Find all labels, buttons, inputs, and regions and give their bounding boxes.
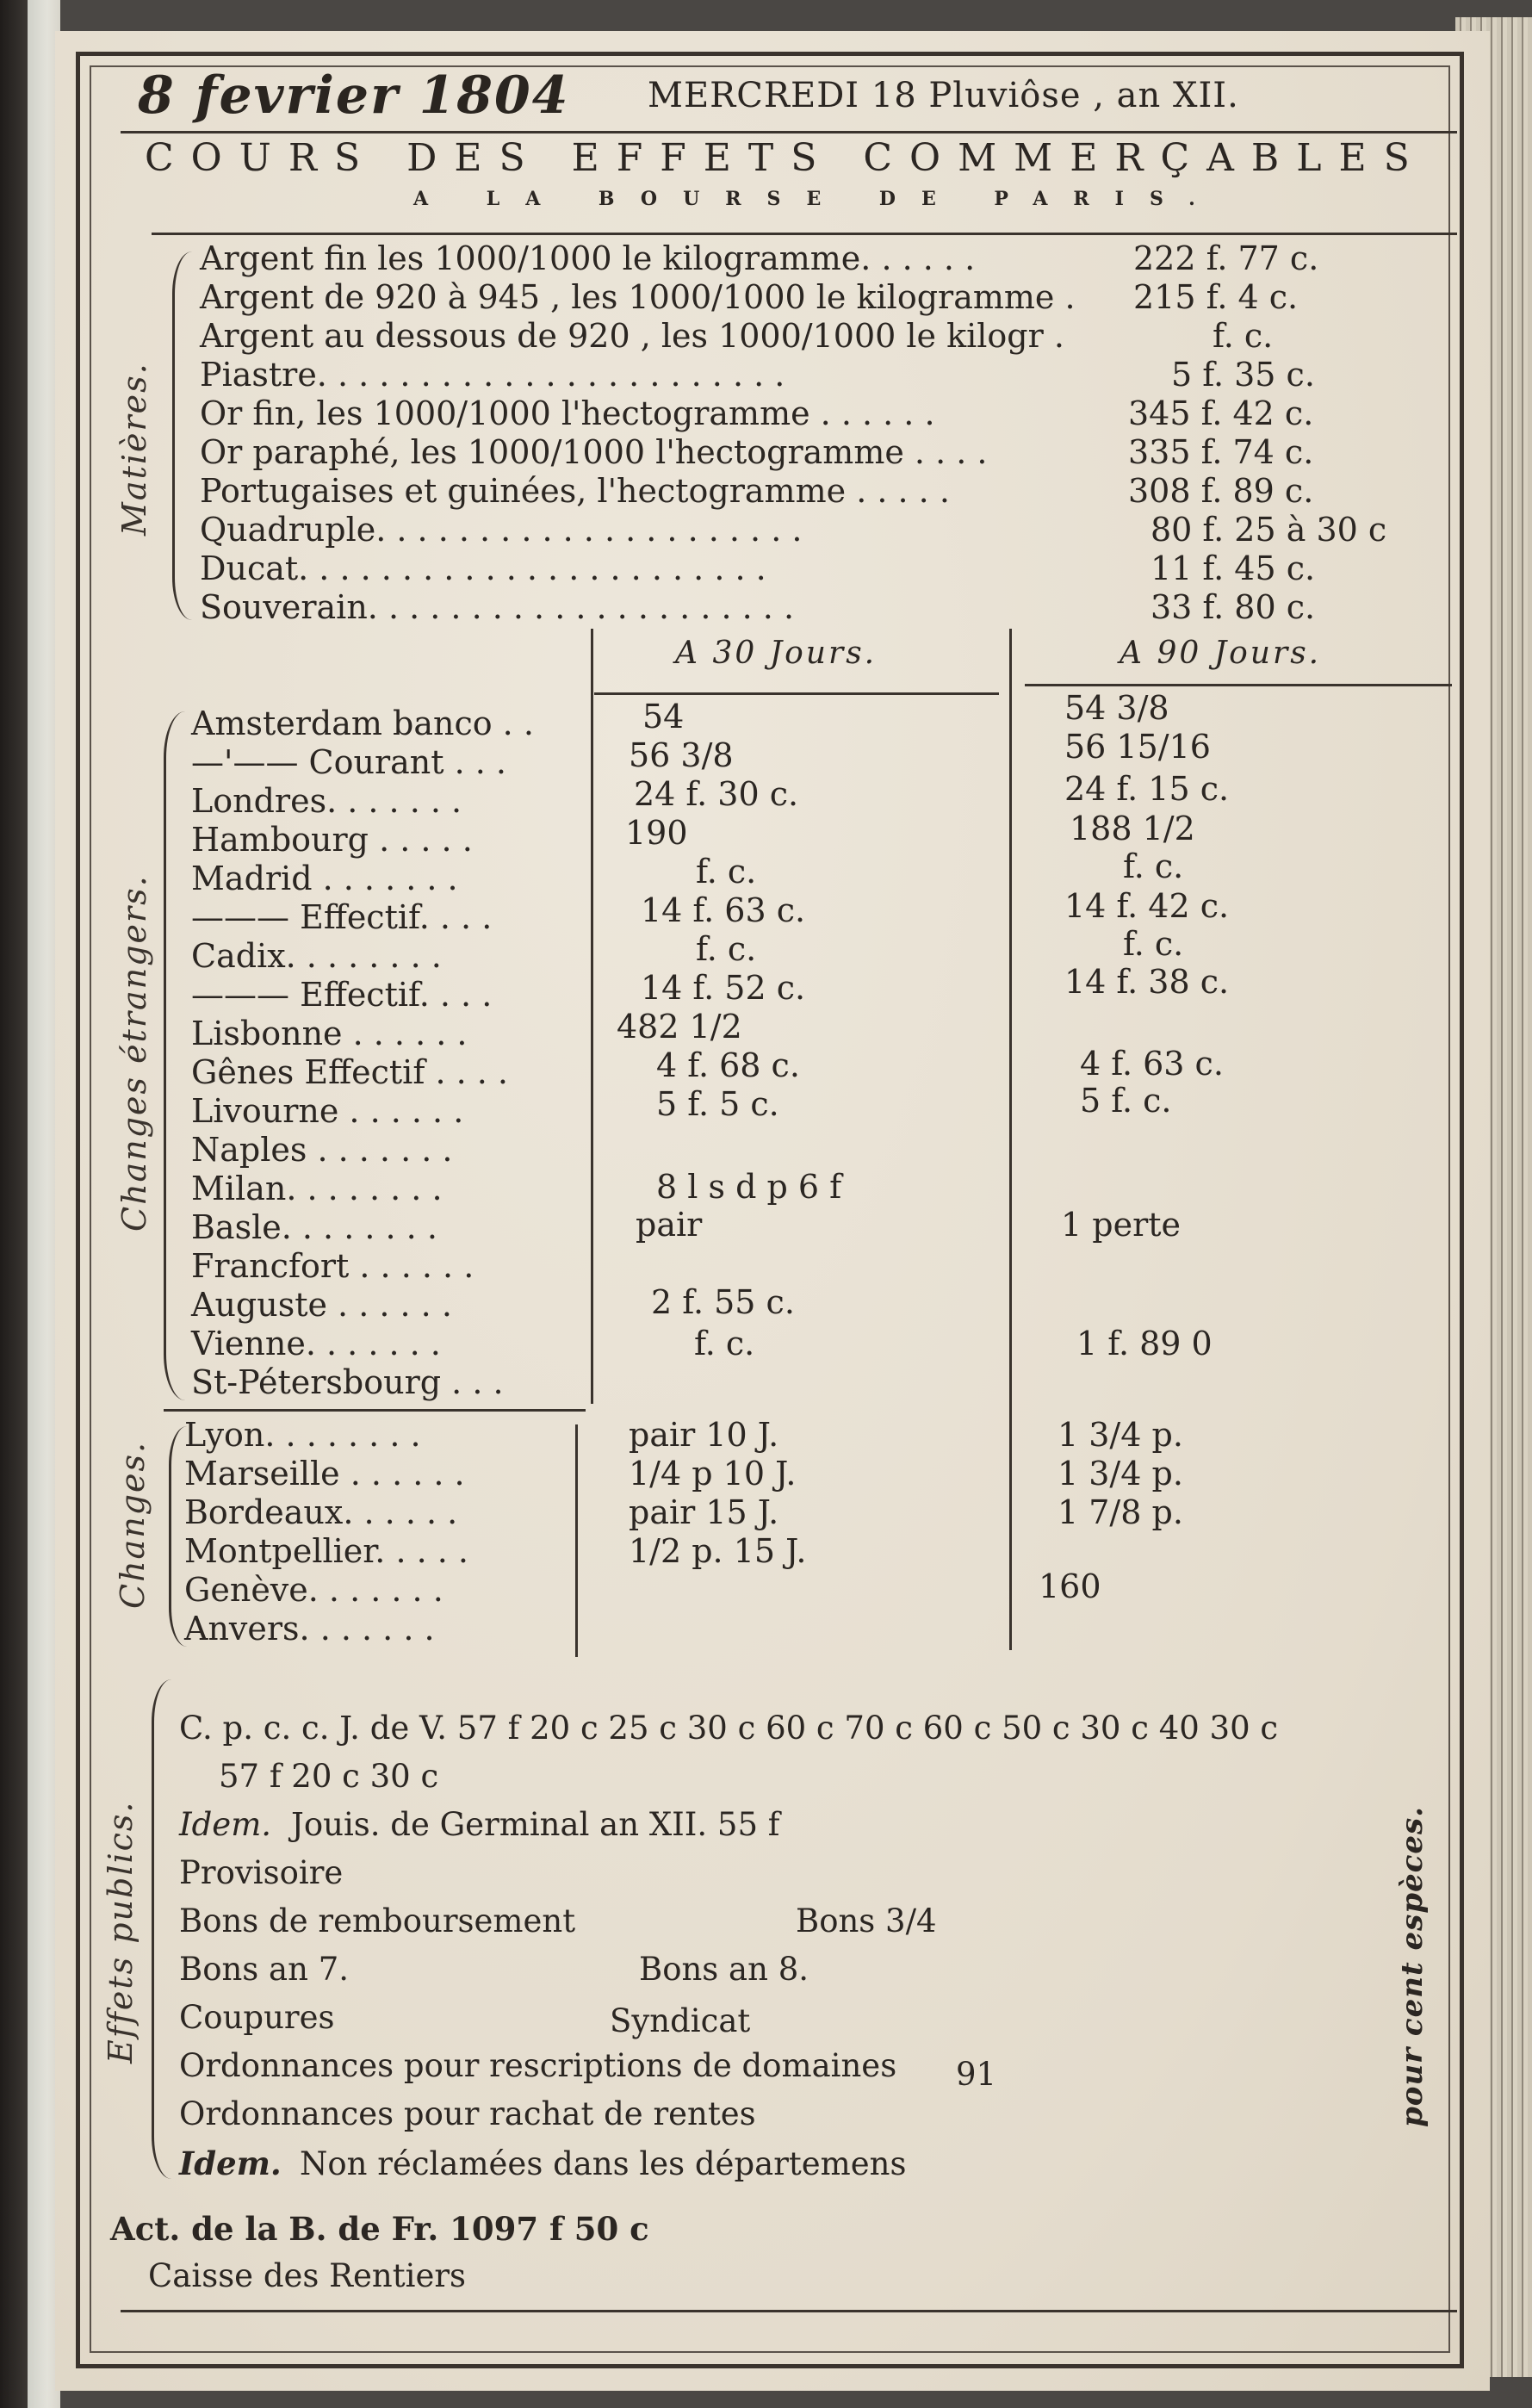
ch-label: Genève. . . . . . .	[184, 1571, 443, 1609]
ce-value-30: pair	[636, 1206, 703, 1244]
matieres-value: 11 f. 45 c.	[1151, 549, 1316, 587]
effets-idem-1: Idem.	[179, 1806, 272, 1843]
ce-value-30: f. c.	[696, 853, 757, 891]
effets-bons-an-7: Bons an 7.	[179, 1951, 349, 1988]
col-header-30-jours: A 30 Jours.	[675, 636, 878, 671]
ce-value-90: 1 perte	[1061, 1206, 1181, 1244]
handwritten-date: 8 fevrier 1804	[138, 65, 570, 126]
ce-label: Gênes Effectif . . . .	[191, 1053, 509, 1091]
matieres-value: f. c.	[1213, 317, 1274, 355]
ce-value-30: 24 f. 30 c.	[634, 775, 799, 813]
effets-ordonnances-rescriptions-value: 91	[956, 2056, 997, 2093]
ce-label: Amsterdam banco . .	[191, 704, 534, 742]
page-subtitle: A LA BOURSE DE PARIS.	[413, 188, 1221, 210]
ch-value-30: pair 15 J.	[629, 1493, 779, 1531]
ce-value-30: f. c.	[694, 1325, 755, 1362]
ce-value-30: 54	[642, 698, 685, 735]
ce-value-30: 2 f. 55 c.	[651, 1283, 795, 1321]
col-header-rule-30	[594, 692, 999, 695]
ch-label: Lyon. . . . . . . .	[184, 1416, 421, 1454]
changes-rule	[164, 1409, 586, 1412]
matieres-value: 222 f. 77 c.	[1133, 239, 1319, 277]
title-rule	[152, 233, 1457, 235]
ce-value-30: 14 f. 52 c.	[641, 969, 806, 1007]
ce-label: St-Pétersbourg . . .	[191, 1363, 504, 1401]
ce-label: Francfort . . . . . .	[191, 1247, 474, 1285]
ce-label: Madrid . . . . . . .	[191, 860, 458, 897]
matieres-value: 308 f. 89 c.	[1128, 472, 1314, 510]
ce-value-30: 56 3/8	[629, 736, 734, 774]
ce-value-30: 482 1/2	[617, 1008, 742, 1046]
effets-jouis-germinal: Jouis. de Germinal an XII. 55 f	[291, 1806, 780, 1843]
ce-value-90: 1 f. 89 0	[1076, 1325, 1213, 1362]
ce-label: ——— Effectif. . . .	[191, 976, 493, 1014]
book-binding	[0, 0, 28, 2408]
ce-label: Basle. . . . . . . .	[191, 1208, 437, 1246]
ce-value-30: 190	[625, 814, 688, 852]
matieres-label: Argent au dessous de 920 , les 1000/1000 le kilogr .	[200, 317, 1064, 355]
ce-value-90: 4 f. 63 c.	[1080, 1045, 1224, 1083]
ce-label: Livourne . . . . . .	[191, 1092, 464, 1130]
ce-value-30: f. c.	[696, 930, 757, 968]
ce-label: —'—— Courant . . .	[191, 743, 506, 781]
ch-label: Marseille . . . . . .	[184, 1455, 465, 1493]
ch-value-90: 1 3/4 p.	[1058, 1455, 1183, 1493]
matieres-label: Or paraphé, les 1000/1000 l'hectogramme . . . .	[200, 433, 988, 471]
effets-line-cpcc: C. p. c. c. J. de V. 57 f 20 c 25 c 30 c 60 c 70 c 60 c 50 c 30 c 40 30 c	[179, 1710, 1279, 1747]
effets-coupures: Coupures	[179, 1999, 335, 2036]
section-label-matieres: Matières.	[115, 362, 153, 536]
header-rule	[121, 131, 1457, 133]
ch-value-90: 1 3/4 p.	[1058, 1416, 1183, 1454]
effets-bons-3-4: Bons 3/4	[796, 1902, 937, 1939]
ce-label: Auguste . . . . . .	[191, 1286, 452, 1324]
matieres-value: 345 f. 42 c.	[1128, 394, 1314, 432]
ce-value-90: f. c.	[1123, 847, 1184, 885]
ce-value-90: 5 f. c.	[1080, 1082, 1172, 1120]
ce-label: Hambourg . . . . .	[191, 821, 473, 859]
ce-label: Vienne. . . . . . .	[191, 1325, 441, 1362]
brace-changes-etrangers	[164, 711, 185, 1400]
matieres-label: Argent fin les 1000/1000 le kilogramme. . . . . .	[200, 239, 976, 277]
ce-label: Lisbonne . . . . . .	[191, 1015, 468, 1052]
effets-idem-2: Idem.	[179, 2144, 282, 2182]
ce-label: Londres. . . . . . .	[191, 782, 462, 820]
page-title: COURS DES EFFETS COMMERÇABLES	[145, 136, 1427, 180]
effets-syndicat: Syndicat	[610, 2002, 751, 2039]
matieres-value: 5 f. 35 c.	[1171, 356, 1315, 394]
ch-value-90: 160	[1039, 1567, 1101, 1605]
col-divider-left-2	[575, 1424, 578, 1657]
effets-ordonnances-rescriptions: Ordonnances pour rescriptions de domaines	[179, 2047, 897, 2084]
footer-action-banque-de-france: Act. de la B. de Fr. 1097 f 50 c	[110, 2210, 649, 2248]
col-header-rule-90	[1025, 684, 1452, 686]
matieres-value: 215 f. 4 c.	[1133, 278, 1299, 316]
ch-value-30: 1/2 p. 15 J.	[629, 1532, 807, 1570]
ch-value-30: 1/4 p 10 J.	[629, 1455, 797, 1493]
ch-value-30: pair 10 J.	[629, 1416, 779, 1454]
footer-caisse-des-rentiers: Caisse des Rentiers	[148, 2257, 467, 2294]
matieres-label: Portugaises et guinées, l'hectogramme . . . . .	[200, 472, 950, 510]
matieres-label: Quadruple. . . . . . . . . . . . . . . . . . . . .	[200, 511, 803, 549]
effets-line-cpcc-cont: 57 f 20 c 30 c	[219, 1758, 439, 1795]
ce-value-90: f. c.	[1123, 925, 1184, 963]
col-header-90-jours: A 90 Jours.	[1120, 636, 1322, 671]
ce-value-90: 56 15/16	[1064, 728, 1211, 766]
matieres-label: Souverain. . . . . . . . . . . . . . . . . . . . .	[200, 588, 795, 626]
matieres-label: Argent de 920 à 945 , les 1000/1000 le kilogramme .	[200, 278, 1076, 316]
ce-value-30: 4 f. 68 c.	[656, 1046, 800, 1084]
brace-matieres	[172, 251, 192, 620]
matieres-label: Piastre. . . . . . . . . . . . . . . . . . . . . . .	[200, 356, 785, 394]
footer-rule	[121, 2310, 1457, 2312]
matieres-label: Or fin, les 1000/1000 l'hectogramme . . . . . .	[200, 394, 935, 432]
ch-value-90: 1 7/8 p.	[1058, 1493, 1183, 1531]
effets-provisoire: Provisoire	[179, 1854, 344, 1891]
ch-label: Bordeaux. . . . . .	[184, 1493, 458, 1531]
ce-label: ——— Effectif. . . .	[191, 898, 493, 936]
ce-label: Milan. . . . . . . .	[191, 1170, 443, 1207]
ce-label: Naples . . . . . . .	[191, 1131, 453, 1169]
printed-date: MERCREDI 18 Pluviôse , an XII.	[648, 76, 1239, 115]
effets-bons-remboursement: Bons de remboursement	[179, 1902, 576, 1939]
effets-bons-an-8: Bons an 8.	[639, 1951, 809, 1988]
ce-value-30: 14 f. 63 c.	[641, 891, 806, 929]
ce-value-90: 14 f. 42 c.	[1064, 887, 1230, 925]
section-label-changes-etrangers: Changes étrangers.	[115, 874, 153, 1232]
ce-value-30: 8 l s d p 6 f	[656, 1168, 842, 1206]
brace-effets-publics	[152, 1679, 171, 2179]
ce-value-90: 54 3/8	[1064, 689, 1169, 727]
col-divider-left	[591, 629, 593, 1404]
matieres-value: 335 f. 74 c.	[1128, 433, 1314, 471]
ch-label: Montpellier. . . . .	[184, 1532, 468, 1570]
effets-ordonnances-rachat: Ordonnances pour rachat de rentes	[179, 2095, 756, 2132]
ce-value-30: 5 f. 5 c.	[656, 1085, 779, 1123]
section-label-changes: Changes.	[114, 1440, 152, 1609]
matieres-value: 80 f. 25 à 30 c	[1151, 511, 1387, 549]
section-label-effets-publics: Effets publics.	[102, 1800, 140, 2064]
ce-value-90: 188 1/2	[1070, 810, 1195, 847]
ce-label: Cadix. . . . . . . .	[191, 937, 442, 975]
side-label-pour-cent-especes: pour cent espèces.	[1395, 1805, 1430, 2127]
ce-value-90: 24 f. 15 c.	[1064, 770, 1230, 808]
ce-value-90: 14 f. 38 c.	[1064, 963, 1230, 1001]
effets-non-reclamees: Non réclamées dans les départemens	[300, 2145, 907, 2182]
col-divider-right	[1009, 629, 1012, 1650]
matieres-value: 33 f. 80 c.	[1151, 588, 1316, 626]
matieres-label: Ducat. . . . . . . . . . . . . . . . . . . . . . .	[200, 549, 766, 587]
ch-label: Anvers. . . . . . .	[184, 1610, 435, 1648]
